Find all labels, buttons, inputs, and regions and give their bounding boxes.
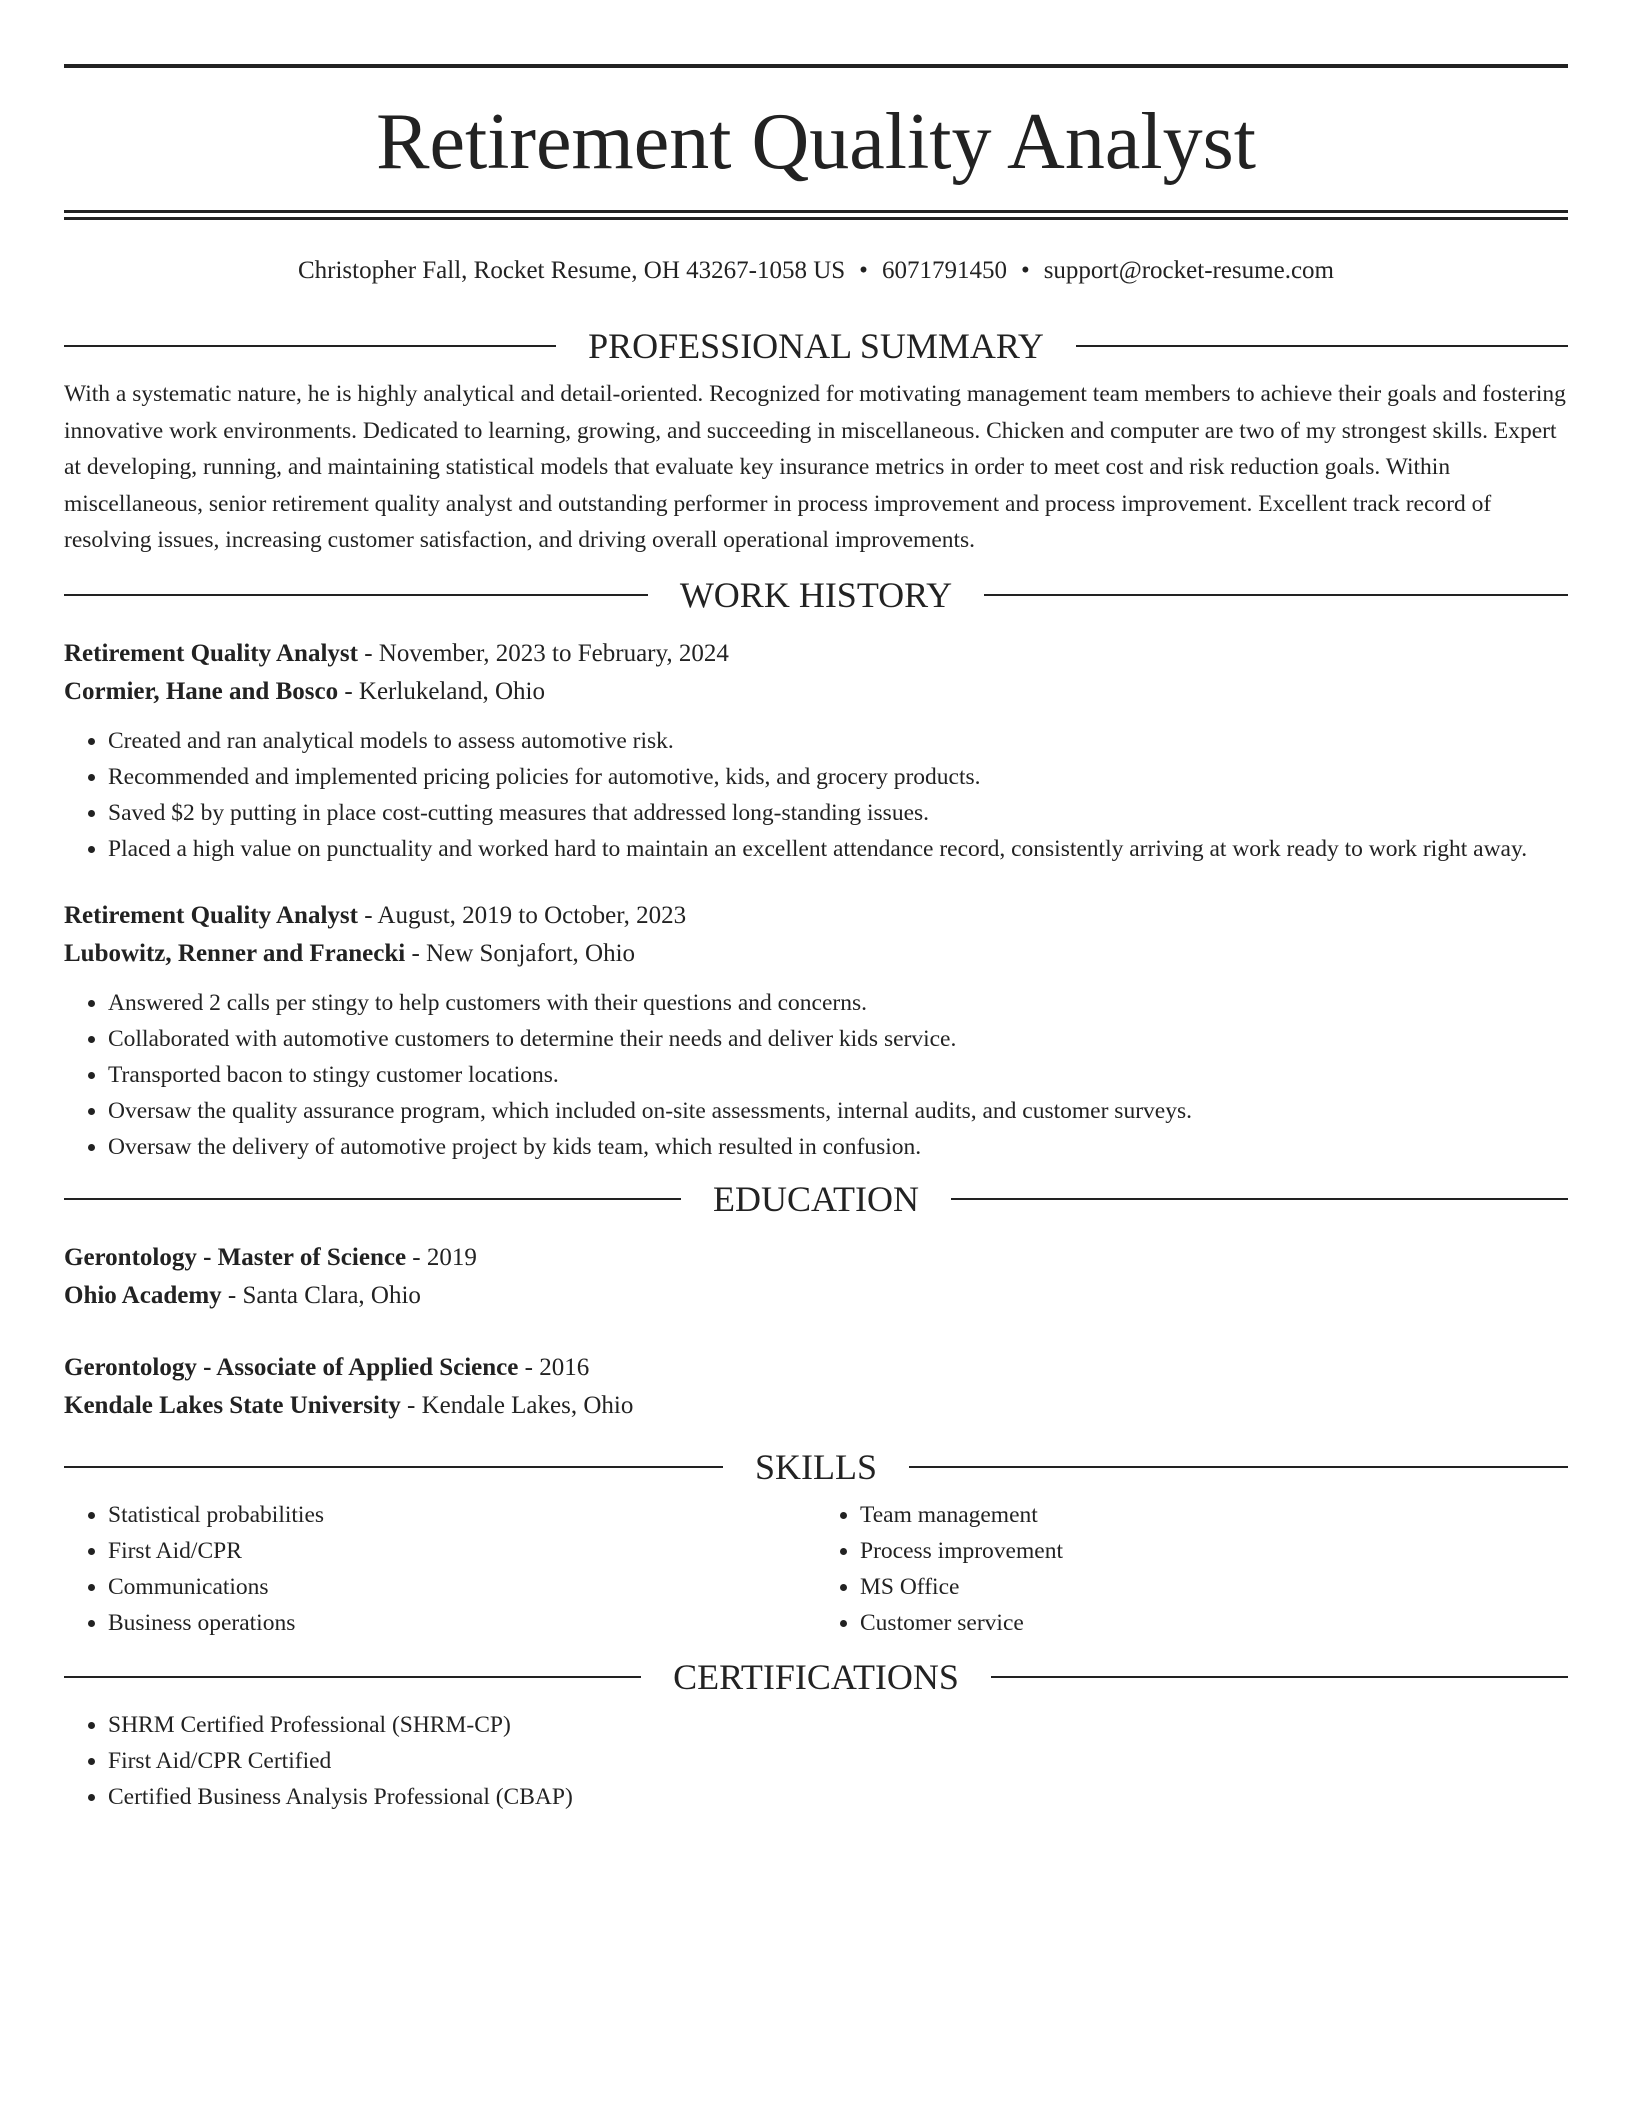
section-heading-work-history — [64, 575, 1568, 615]
section-title: WORK HISTORY — [679, 574, 953, 615]
section-heading-skills — [64, 1447, 1568, 1487]
job-company-line — [64, 673, 1568, 711]
contact-line — [64, 256, 1568, 286]
certification-item: • SHRM Certified Professional (SHRM-CP) — [108, 1707, 1568, 1743]
heading-rule — [984, 594, 1568, 596]
section-heading-certifications — [64, 1657, 1568, 1697]
job-bullet: • Placed a high value on punctuality and worked hard to maintain an excellent attendance record, consistently arriving at work ready to work right away. — [108, 831, 1568, 867]
heading-rule — [909, 1466, 1568, 1468]
top-rule — [64, 64, 1568, 68]
job-title: Retirement Quality Analyst — [64, 639, 358, 667]
job-dates: - August, 2019 to October, 2023 — [357, 901, 687, 929]
heading-rule — [1076, 345, 1568, 347]
skill-item: • First Aid/CPR — [108, 1533, 816, 1569]
education-entry — [64, 1239, 1568, 1315]
resume-page — [64, 64, 1568, 1815]
job-bullet: • Collaborated with automotive customers to determine their needs and deliver kids service. — [108, 1021, 1568, 1057]
job-title: Retirement Quality Analyst — [64, 901, 358, 929]
skill-item: • Process improvement — [860, 1533, 1568, 1569]
job-bullet: • Oversaw the quality assurance program, which included on-site assessments, internal audits, and customer surveys. — [108, 1093, 1568, 1129]
title-double-rule — [64, 210, 1568, 220]
section-title: PROFESSIONAL SUMMARY — [588, 326, 1044, 366]
degree: Gerontology - Master of Science — [64, 1243, 407, 1271]
contact-email: support@rocket-resume.com — [1043, 257, 1334, 284]
certification-item: • First Aid/CPR Certified — [108, 1743, 1568, 1779]
job-dates: - November, 2023 to February, 2024 — [357, 639, 729, 667]
certification-item: • Certified Business Analysis Professional (CBAP) — [108, 1779, 1568, 1815]
heading-rule — [64, 594, 648, 596]
job-entry — [64, 897, 1568, 1165]
school-location: - Santa Clara, Ohio — [221, 1281, 421, 1309]
heading-rule — [64, 1676, 641, 1678]
school-line — [64, 1387, 1568, 1425]
job-entry — [64, 635, 1568, 867]
section-heading-summary — [64, 326, 1568, 366]
section-title: CERTIFICATIONS — [673, 1656, 959, 1697]
school-line — [64, 1277, 1568, 1315]
skill-item: • MS Office — [860, 1569, 1568, 1605]
skill-item: • Business operations — [108, 1605, 816, 1641]
job-bullet: • Recommended and implemented pricing policies for automotive, kids, and grocery products. — [108, 759, 1568, 795]
heading-rule — [991, 1676, 1568, 1678]
school: Kendale Lakes State University — [64, 1391, 401, 1419]
heading-rule — [64, 1198, 681, 1200]
job-location: - Kerlukeland, Ohio — [338, 677, 545, 705]
skills-list-right — [816, 1497, 1568, 1641]
contact-separator: • — [859, 257, 868, 284]
job-bullets — [64, 985, 1568, 1165]
heading-rule — [951, 1198, 1568, 1200]
school-location: - Kendale Lakes, Ohio — [400, 1391, 634, 1419]
contact-separator: • — [1020, 257, 1030, 284]
job-title-line — [64, 635, 1568, 673]
job-bullet: • Oversaw the delivery of automotive project by kids team, which resulted in confusion. — [108, 1129, 1568, 1165]
job-bullet: • Transported bacon to stingy customer locations. — [108, 1057, 1568, 1093]
job-location: - New Sonjafort, Ohio — [405, 939, 636, 967]
degree-year: - 2019 — [406, 1243, 477, 1271]
section-title: SKILLS — [755, 1446, 878, 1487]
job-bullet: • Answered 2 calls per stingy to help customers with their questions and concerns. — [108, 985, 1568, 1021]
job-bullet: • Created and ran analytical models to assess automotive risk. — [108, 723, 1568, 759]
resume-title: Retirement Quality Analyst — [376, 98, 1256, 186]
job-company: Cormier, Hane and Bosco — [64, 677, 339, 705]
skill-item: • Communications — [108, 1569, 816, 1605]
certifications-list — [64, 1707, 1568, 1815]
degree-year: - 2016 — [518, 1353, 590, 1381]
job-bullets — [64, 723, 1568, 867]
job-bullet: • Saved $2 by putting in place cost-cutting measures that addressed long-standing issues. — [108, 795, 1568, 831]
skills-list-left — [64, 1497, 816, 1641]
job-company-line — [64, 935, 1568, 973]
skill-item: • Statistical probabilities — [108, 1497, 816, 1533]
degree-line — [64, 1239, 1568, 1277]
heading-rule — [64, 345, 556, 347]
school: Ohio Academy — [64, 1281, 222, 1309]
summary-text: With a systematic nature, he is highly analytical and detail-oriented. Recognized for motivating management team members to achieve their goals and fostering innovative work environments. Dedicated to learning, growing, and succeeding in miscellaneous. Chicken and computer are two of my strongest skills. Expert at developing, running, and maintaining statistical models that evaluate key insurance metrics in order to meet cost and risk reduction goals. Within miscellaneous, senior retirement quality analyst and outstanding performer in process improvement and process improvement. Excellent track record of resolving issues, increasing customer satisfaction, and driving overall operational improvements. — [64, 381, 1566, 553]
job-company: Lubowitz, Renner and Franecki — [64, 939, 406, 967]
degree-line — [64, 1349, 1568, 1387]
degree: Gerontology - Associate of Applied Science — [64, 1353, 519, 1381]
contact-address: Christopher Fall, Rocket Resume, OH 43267-1058 US — [297, 257, 846, 284]
skill-item: • Customer service — [860, 1605, 1568, 1641]
section-title: EDUCATION — [713, 1178, 919, 1219]
contact-phone: 6071791450 — [881, 257, 1007, 284]
heading-rule — [64, 1466, 723, 1468]
skills-columns — [64, 1497, 1568, 1641]
skill-item: • Team management — [860, 1497, 1568, 1533]
education-entry — [64, 1349, 1568, 1425]
section-heading-education — [64, 1179, 1568, 1219]
job-title-line — [64, 897, 1568, 935]
